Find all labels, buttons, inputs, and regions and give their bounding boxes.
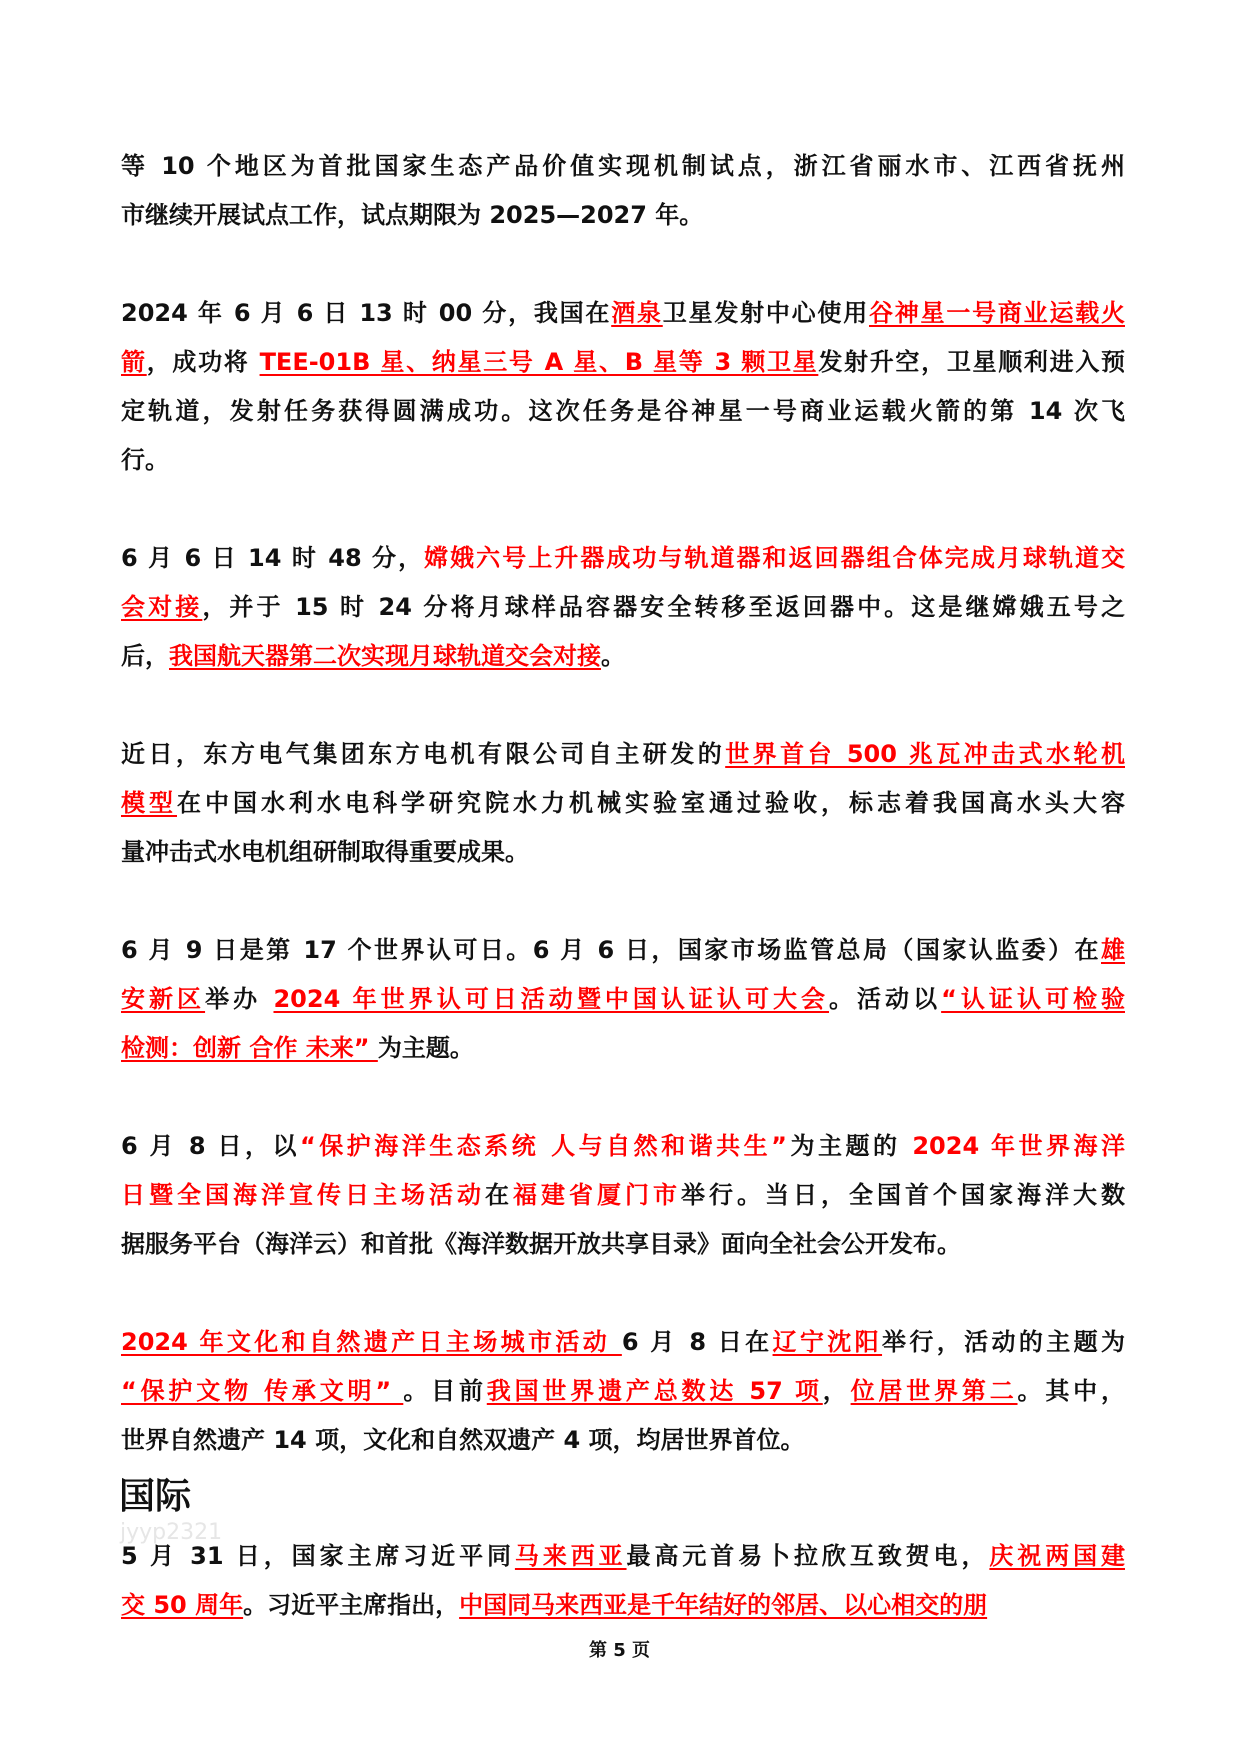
text-segment: 为主题的	[786, 1132, 913, 1160]
text-line	[121, 1318, 1125, 1367]
text-line	[121, 387, 1125, 436]
text-segment: 。习近平主席指出，	[243, 1591, 460, 1619]
text-line	[121, 828, 1125, 877]
highlighted-underlined-text: 世界首台 500 兆瓦冲击式水轮机	[725, 740, 1125, 768]
highlighted-underlined-text: 检测：创新 合作 未来”	[121, 1034, 378, 1062]
text-segment: 为主题。	[377, 1034, 474, 1062]
text-segment: 据服务平台（海洋云）和首批《海洋数据开放共享目录》面向全社会公开发布。	[121, 1230, 961, 1258]
text-segment: 后，	[121, 642, 169, 670]
text-line	[121, 1367, 1125, 1416]
text-line	[121, 632, 1125, 681]
text-line	[121, 191, 1125, 240]
text-segment: ，并于 15 时 24 分将月球样品容器安全转移至返回器中。这是继嫦娥五号之	[202, 593, 1125, 621]
paragraph	[121, 142, 1125, 240]
text-line	[121, 1122, 1125, 1171]
text-line	[121, 1532, 1125, 1581]
highlighted-underlined-text: 安新区	[121, 985, 206, 1013]
paragraph	[121, 1532, 1125, 1630]
text-segment: 。活动以	[829, 985, 942, 1013]
text-line	[121, 583, 1125, 632]
text-segment: 市继续开展试点工作，试点期限为 2025—2027 年。	[121, 201, 704, 229]
paragraph	[121, 730, 1125, 877]
highlighted-underlined-text: 谷神星一号商业运载火	[869, 299, 1125, 327]
text-segment: 举办	[205, 985, 274, 1013]
highlighted-text: 日暨全国海洋宣传日主场活动	[121, 1181, 485, 1209]
text-line	[121, 289, 1125, 338]
highlighted-underlined-text: 模型	[121, 789, 177, 817]
highlighted-underlined-text: 箭	[121, 348, 147, 376]
text-segment: 最高元首易卜拉欣互致贺电，	[626, 1542, 990, 1570]
text-line	[121, 338, 1125, 387]
page-number: 第 5 页	[588, 1640, 651, 1661]
text-segment: 卫星发射中心使用	[662, 299, 869, 327]
highlighted-text: “保护海洋生态系统 人与自然和谐共生”	[300, 1132, 787, 1160]
highlighted-underlined-text: 中国同马来西亚是千年结好的邻居、以心相交的朋	[459, 1591, 988, 1619]
text-segment: 2024 年 6 月 6 日 13 时 00 分，我国在	[121, 299, 612, 327]
text-segment: 。其中，	[1017, 1377, 1125, 1405]
highlighted-underlined-text: 我国世界遗产总数达 57 项	[486, 1377, 823, 1405]
text-line	[121, 926, 1125, 975]
highlighted-underlined-text: 雄	[1101, 936, 1125, 964]
highlighted-underlined-text: 会对接	[121, 593, 203, 621]
document-body	[121, 142, 1125, 1514]
highlighted-underlined-text: 2024 年文化和自然遗产日主场城市活动	[121, 1328, 622, 1356]
text-segment: 定轨道，发射任务获得圆满成功。这次任务是谷神星一号商业运载火箭的第 14 次飞	[121, 397, 1125, 425]
text-line	[121, 436, 1125, 485]
highlighted-underlined-text: “认证认可检验	[941, 985, 1125, 1013]
highlighted-underlined-text: 2024 年世界认可日活动暨中国认证认可大会	[273, 985, 830, 1013]
highlighted-text: 福建省厦门市	[513, 1181, 681, 1209]
highlighted-underlined-text: 位居世界第二	[850, 1377, 1018, 1405]
highlighted-underlined-text: TEE-01B 星、纳星三号 A 星、B 星等 3 颗卫星	[259, 348, 819, 376]
text-segment: 。目前	[403, 1377, 487, 1405]
text-segment: 举行。当日，全国首个国家海洋大数	[681, 1181, 1125, 1209]
text-segment: 5 月 31 日，国家主席习近平同	[121, 1542, 515, 1570]
paragraph	[121, 289, 1125, 485]
text-segment: ，成功将	[146, 348, 260, 376]
text-segment: 发射升空，卫星顺利进入预	[818, 348, 1125, 376]
text-segment: 行。	[121, 446, 169, 474]
paragraph	[121, 1122, 1125, 1269]
text-line	[121, 1416, 1125, 1465]
text-segment: 6 月 8 日，以	[121, 1132, 300, 1160]
highlighted-underlined-text: 马来西亚	[514, 1542, 627, 1570]
text-line	[121, 142, 1125, 191]
text-segment: 6 月 9 日是第 17 个世界认可日。6 月 6 日，国家市场监管总局（国家认监委）在	[121, 936, 1101, 964]
text-line	[121, 779, 1125, 828]
highlighted-text: 嫦娥六号上升器成功与轨道器和返回器组合体完成月球轨道交	[424, 544, 1125, 572]
watermark: jyyp2321	[120, 1520, 223, 1545]
text-segment: 近日，东方电气集团东方电机有限公司自主研发的	[121, 740, 726, 768]
text-segment: 。	[601, 642, 625, 670]
text-segment: 在	[485, 1181, 513, 1209]
text-line	[121, 1581, 1125, 1630]
paragraph	[121, 534, 1125, 681]
highlighted-underlined-text: 我国航天器第二次实现月球轨道交会对接	[169, 642, 601, 670]
highlighted-text: 2024 年世界海洋	[912, 1132, 1125, 1160]
text-segment: ，	[822, 1377, 851, 1405]
highlighted-underlined-text: 酒泉	[611, 299, 663, 327]
text-line	[121, 1171, 1125, 1220]
text-line	[121, 975, 1125, 1024]
text-line	[121, 534, 1125, 583]
text-segment: 6 月 6 日 14 时 48 分，	[121, 544, 425, 572]
text-segment: 世界自然遗产 14 项，文化和自然双遗产 4 项，均居世界首位。	[121, 1426, 805, 1454]
paragraph	[121, 926, 1125, 1073]
text-segment: 举行，活动的主题为	[882, 1328, 1125, 1356]
text-line	[121, 1220, 1125, 1269]
text-segment: 在中国水利水电科学研究院水力机械实验室通过验收，标志着我国高水头大容	[177, 789, 1125, 817]
text-line	[121, 1024, 1125, 1073]
paragraph	[121, 1318, 1125, 1465]
highlighted-underlined-text: 辽宁沈阳	[772, 1328, 883, 1356]
text-segment: 6 月 8 日在	[621, 1328, 773, 1356]
section-heading: 国际	[119, 1476, 192, 1517]
highlighted-underlined-text: “保护文物 传承文明”	[121, 1377, 404, 1405]
text-line	[121, 730, 1125, 779]
text-segment: 量冲击式水电机组研制取得重要成果。	[121, 838, 529, 866]
highlighted-underlined-text: 交 50 周年	[121, 1591, 244, 1619]
text-segment: 等 10 个地区为首批国家生态产品价值实现机制试点，浙江省丽水市、江西省抚州	[121, 152, 1125, 180]
highlighted-underlined-text: 庆祝两国建	[989, 1542, 1125, 1570]
